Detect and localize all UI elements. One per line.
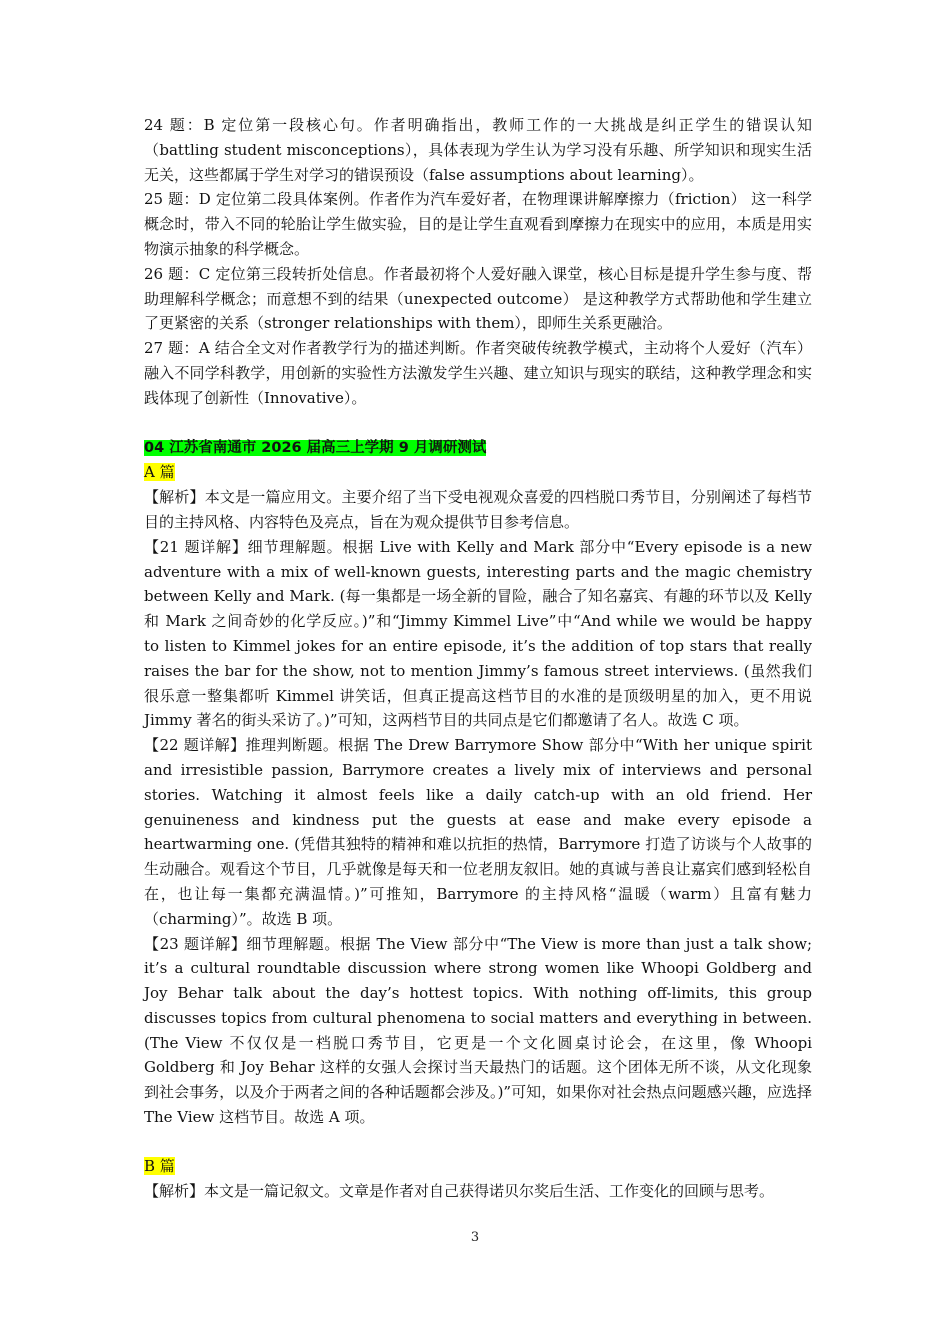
- part-b-label-text: B 篇: [144, 1156, 175, 1175]
- section-heading-text: 04 江苏省南通市 2026 届高三上学期 9 月调研测试: [144, 439, 487, 456]
- part-a-label: [144, 460, 812, 485]
- answer-21-detail: 【21 题详解】细节理解题。根据 Live with Kelly and Mark 部分中“Every episode is a new adventure with a mix of well-known guests, interesting parts and the magic chemistry between Kelly and Mark. (每一集都是一场全新的冒险，融合了知名嘉宾、有趣的环节以及 Kelly 和 Mark 之间奇妙的化学反应。)”和“Jimmy Kimmel Live”中“And while we would be happy to listen to Kimmel jokes for an entire episode, it’s the addition of top stars that really raises the bar for the show, not to mention Jimmy’s famous street interviews. (虽然我们很乐意一整集都听 Kimmel 讲笑话，但真正提高这档节目的水准的是顶级明星的加入，更不用说 Jimmy 著名的街头采访了。)”可知，这两档节目的共同点是它们都邀请了名人。故选 C 项。: [144, 537, 812, 730]
- answer-23-detail: 【23 题详解】细节理解题。根据 The View 部分中“The View is more than just a talk show; it’s a cultural roundtable discussion where strong women like Whoopi Goldberg and Joy Behar talk about the day’s hottest topics. With nothing off-limits, this group discusses topics from cultural phenomena to social matters and everything in between. (The View 不仅仅是一档脱口秀节目，它更是一个文化圆桌讨论会，在这里，像 Whoopi Goldberg 和 Joy Behar 这样的女强人会探讨当天最热门的话题。这个团体无所不谈，从文化现象到社会事务，以及介于两者之间的各种话题都会涉及。)”可知，如果你对社会热点问题感兴趣，应选择 The View 这档节目。故选 A 项。: [144, 934, 812, 1127]
- part-b-label: [144, 1154, 812, 1179]
- part-a-label-text: A 篇: [144, 463, 175, 482]
- answer-24: 24 题：B 定位第一段核心句。作者明确指出，教师工作的一大挑战是纠正学生的错误认知（battling student misconceptions），具体表现为学生认为学习没有乐趣、所学知识和现实生活无关，这些都属于学生对学习的错误预设（false assumptions about learning）。: [144, 116, 812, 184]
- answer-22-detail: 【22 题详解】推理判断题。根据 The Drew Barrymore Show 部分中“With her unique spirit and irresistible passion, Barrymore creates a lively mix of interviews and personal stories. Watching it almost feels like a daily catch-up with an old friend. Her genuineness and kindness put the guests at ease and make every episode a heartwarming one. (凭借其独特的精神和难以抗拒的热情，Barrymore 打造了访谈与个人故事的生动融合。观看这个节目，几乎就像是每天和一位老朋友叙旧。她的真诚与善良让嘉宾们感到轻松自在，也让每一集都充满温情。)”可推知，Barrymore 的主持风格“温暖（warm）且富有魅力（charming）”。故选 B 项。: [144, 736, 812, 928]
- page-number: 3: [470, 1230, 480, 1245]
- part-a-summary: 【解析】本文是一篇应用文。主要介绍了当下受电视观众喜爱的四档脱口秀节目，分别阐述了每档节目的主持风格、内容特色及亮点，旨在为观众提供节目参考信息。: [144, 488, 812, 531]
- answer-26: 26 题：C 定位第三段转折处信息。作者最初将个人爱好融入课堂，核心目标是提升学生参与度、帮助理解科学概念；而意想不到的结果（unexpected outcome） 是这种教学方式帮助他和学生建立了更紧密的关系（stronger relationships with them），即师生关系更融洽。: [144, 264, 812, 333]
- answer-27: 27 题：A 结合全文对作者教学行为的描述判断。作者突破传统教学模式，主动将个人爱好（汽车）融入不同学科教学，用创新的实验性方法激发学生兴趣、建立知识与现实的联结，这种教学理念和实践体现了创新性（Innovative）。: [144, 339, 812, 407]
- part-b-summary: 【解析】本文是一篇记叙文。文章是作者对自己获得诺贝尔奖后生活、工作变化的回顾与思考。: [144, 1181, 775, 1200]
- document-page: [144, 113, 812, 1203]
- section-heading: [144, 435, 812, 461]
- answer-25: 25 题：D 定位第二段具体案例。作者作为汽车爱好者，在物理课讲解摩擦力（friction） 这一科学概念时，带入不同的轮胎让学生做实验，目的是让学生直观看到摩擦力在现实中的应用，本质是用实物演示抽象的科学概念。: [144, 190, 812, 258]
